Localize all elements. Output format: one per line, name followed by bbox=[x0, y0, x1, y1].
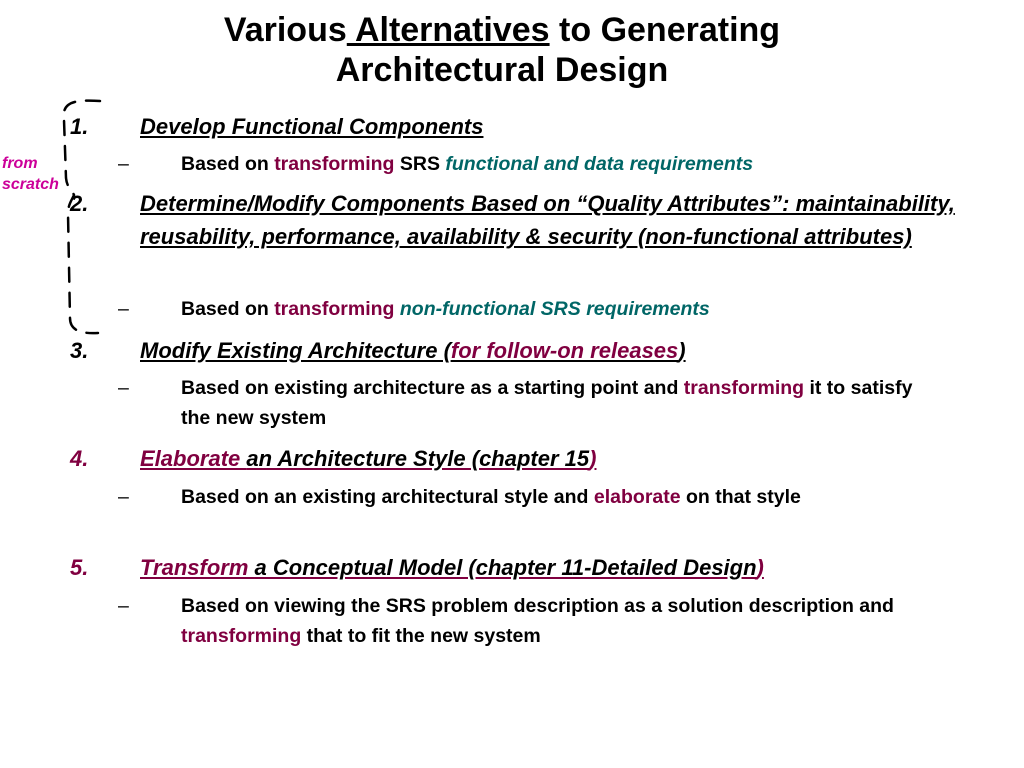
sub-item-3 bbox=[118, 373, 918, 433]
sub-item-4 bbox=[118, 482, 918, 512]
highlight-transforming: transforming bbox=[274, 153, 395, 175]
highlight-elaborate: elaborate bbox=[593, 486, 681, 508]
list-item-2 bbox=[70, 187, 990, 253]
highlight-transforming: transforming bbox=[181, 625, 302, 647]
item-heading: Modify Existing Architecture ( bbox=[140, 338, 451, 363]
item-heading: Develop Functional Components bbox=[140, 114, 484, 139]
sub-item-5 bbox=[118, 591, 918, 651]
dash-bullet: – bbox=[118, 595, 129, 617]
highlight-elaborate: Elaborate bbox=[140, 446, 247, 471]
item-number: 3. bbox=[70, 338, 89, 363]
sub-text: on that style bbox=[680, 486, 801, 508]
title-text-alternatives: Alternatives bbox=[346, 11, 550, 49]
dash-bullet: – bbox=[118, 153, 129, 175]
sub-item-1 bbox=[118, 149, 918, 179]
sub-text: Based on viewing the SRS problem description as a solution description and bbox=[181, 595, 894, 617]
dash-bullet: – bbox=[118, 486, 129, 508]
title-text-generating: to Generating bbox=[549, 11, 781, 49]
list-item-1 bbox=[70, 110, 990, 143]
dashed-bracket bbox=[0, 0, 110, 345]
sub-item-2 bbox=[118, 294, 918, 324]
item-heading: a Conceptual Model (chapter 11-Detailed Design bbox=[254, 555, 757, 580]
highlight-requirements: non-functional SRS requirements bbox=[399, 298, 710, 320]
item-number: 1. bbox=[70, 114, 89, 139]
item-number: 5. bbox=[70, 555, 89, 580]
item-heading: an Architecture Style (chapter 15 bbox=[246, 446, 590, 471]
sub-text: it to satisfy the new system bbox=[181, 377, 913, 429]
slide-title bbox=[0, 10, 1004, 90]
title-line-1 bbox=[0, 10, 1004, 50]
dash-bullet: – bbox=[118, 298, 129, 320]
sub-text: Based on existing architecture as a starting point and bbox=[181, 377, 684, 399]
item-heading-close: ) bbox=[589, 446, 597, 471]
side-note-line-1: from bbox=[2, 155, 38, 172]
title-text-various: Various bbox=[223, 11, 347, 49]
highlight-transforming: transforming bbox=[683, 377, 805, 399]
item-number: 2. bbox=[70, 191, 89, 216]
highlight-follow-on: for follow-on releases bbox=[450, 338, 679, 363]
sub-text: that to fit the new system bbox=[301, 625, 541, 647]
item-heading-close: ) bbox=[756, 555, 764, 580]
list-item-4 bbox=[70, 442, 990, 475]
sub-text: Based on an existing architectural style and bbox=[181, 486, 594, 508]
item-heading: Determine/Modify Components Based on “Quality Attributes”: maintainability, reusability, performance, availability & security (non-functional attributes) bbox=[140, 191, 955, 249]
sub-text: Based on bbox=[181, 298, 275, 320]
highlight-requirements: functional and data requirements bbox=[445, 153, 754, 175]
dash-bullet: – bbox=[118, 377, 129, 399]
item-heading-close: ) bbox=[678, 338, 686, 363]
item-number: 4. bbox=[70, 446, 89, 471]
list-item-3 bbox=[70, 334, 990, 367]
sub-text: SRS bbox=[394, 153, 446, 175]
highlight-transform: Transform bbox=[140, 555, 255, 580]
list-item-5 bbox=[70, 551, 990, 584]
side-note-line-2: scratch bbox=[2, 176, 59, 193]
sub-text: Based on bbox=[181, 153, 275, 175]
title-line-2: Architectural Design bbox=[335, 51, 669, 89]
highlight-transforming: transforming bbox=[274, 298, 395, 320]
